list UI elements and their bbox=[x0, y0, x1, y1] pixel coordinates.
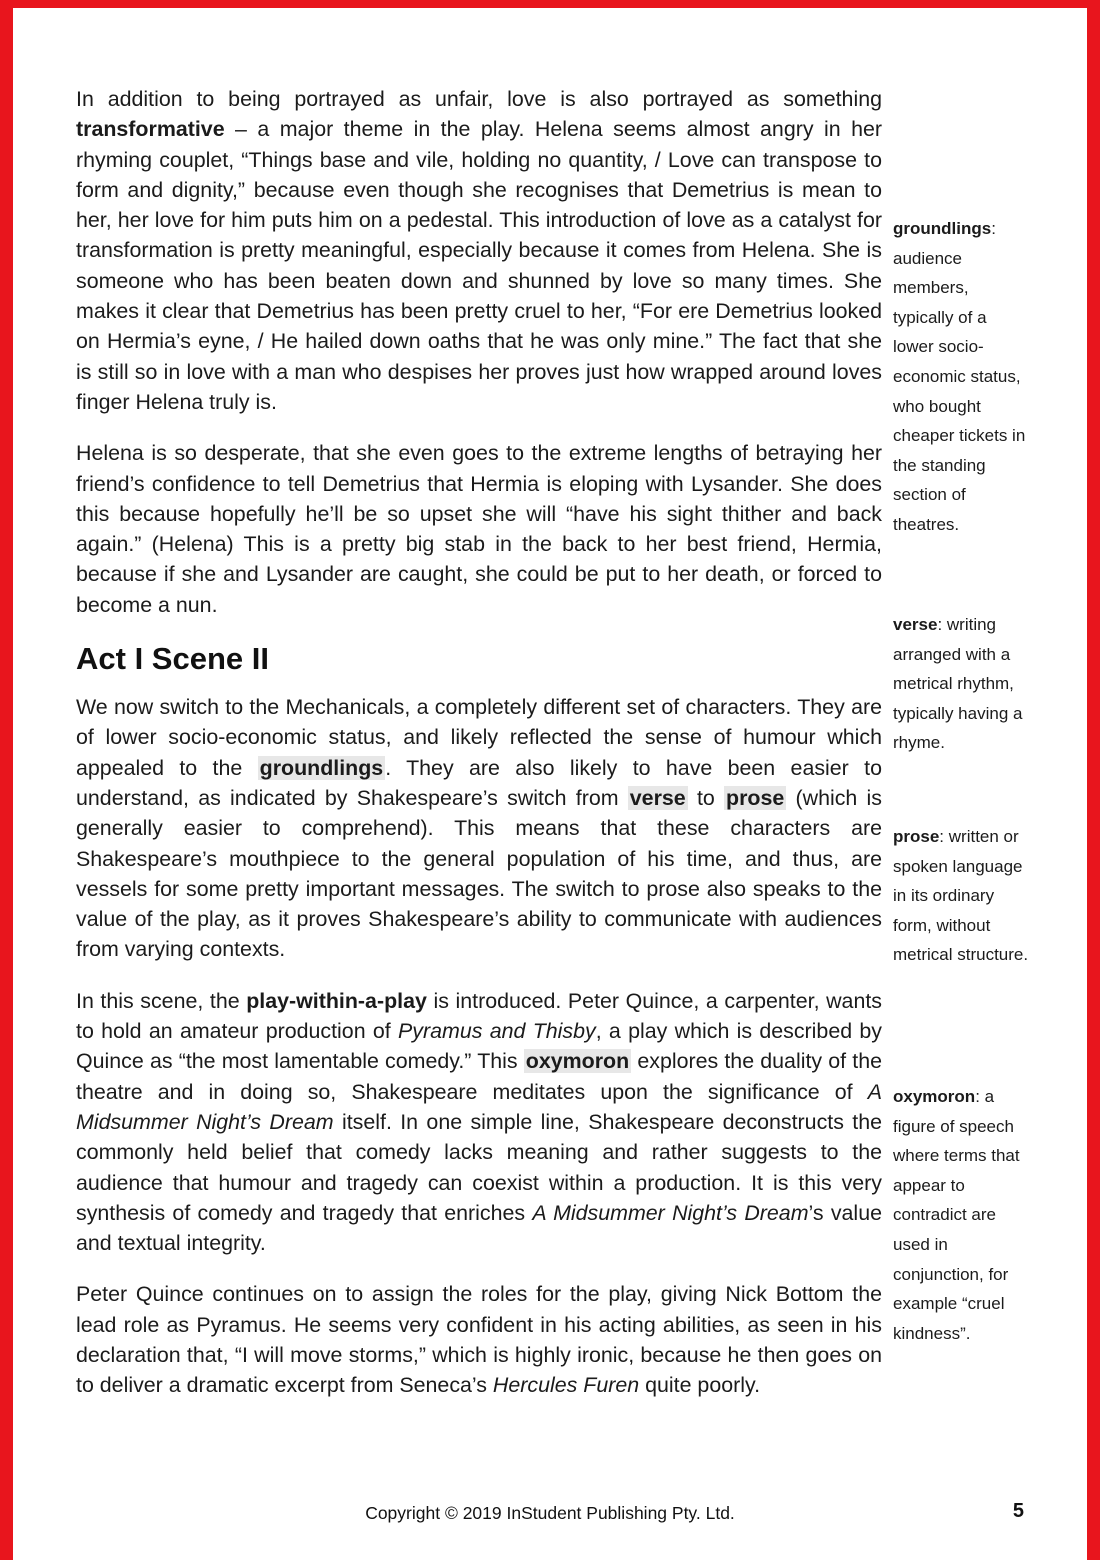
paragraph-peter-quince-roles bbox=[76, 1279, 882, 1400]
margin-note-separator: : bbox=[975, 1087, 985, 1106]
margin-note-definition: a figure of speech where terms that appear to contradict are used in conjunction, for example “cruel kindness”. bbox=[893, 1087, 1020, 1343]
text-segment: , a play which is described by Quince as “the most lamentable comedy.” This bbox=[76, 1019, 882, 1074]
text-segment: is introduced. Peter Quince, a carpenter, wants to hold an amateur production of bbox=[76, 988, 882, 1044]
text-segment: Pyramus and Thisby bbox=[398, 1019, 596, 1044]
page-number: 5 bbox=[1012, 1500, 1024, 1522]
paragraph-mechanicals bbox=[76, 692, 882, 965]
text-segment: transformative bbox=[76, 117, 225, 142]
margin-note-separator: : bbox=[991, 219, 996, 238]
text-segment: A Midsummer Night’s Dream bbox=[532, 1200, 809, 1225]
section-heading: Act I Scene II bbox=[76, 641, 269, 677]
margin-note-groundlings bbox=[893, 214, 1031, 540]
text-segment: In this scene, the bbox=[76, 988, 247, 1013]
text-segment: A Midsummer Night’s Dream bbox=[76, 1079, 882, 1134]
margin-note-definition: writing arranged with a metrical rhythm, typically having a rhyme. bbox=[893, 615, 1023, 753]
text-segment: Hercules Furen bbox=[492, 1373, 640, 1398]
text-segment: quite poorly. bbox=[639, 1373, 761, 1398]
paragraph-helena-desperate bbox=[76, 438, 882, 620]
margin-note-definition: written or spoken language in its ordinary form, without metrical structure. bbox=[893, 827, 1029, 965]
paragraph-love-transformative bbox=[76, 84, 882, 417]
text-segment: to bbox=[687, 785, 725, 810]
margin-note-separator: : bbox=[937, 615, 947, 634]
text-segment: verse bbox=[629, 785, 686, 810]
text-segment: Peter Quince continues on to assign the roles for the play, giving Nick Bottom the lead role as Pyramus. He seems very confident in his acting abilities, as seen in his declaration that, “I will move storms,” which is highly ironic, because he then goes on to deliver a dramatic excerpt from Seneca’s bbox=[76, 1282, 882, 1398]
paragraph-play-within-a-play bbox=[76, 986, 882, 1259]
margin-note-verse bbox=[893, 610, 1031, 758]
text-segment: oxymoron bbox=[525, 1049, 630, 1074]
margin-note-definition: audience members, typically of a lower socio-economic status, who bought cheaper tickets in the standing section of theatres. bbox=[893, 248, 1026, 534]
page-border-left bbox=[0, 0, 13, 1560]
margin-note-term: prose bbox=[893, 827, 940, 846]
text-segment: (which is generally easier to comprehend). This means that these characters are Shakespeare’s mouthpiece to the general population of his time, and thus, are vessels for some pretty important messages. The switch to prose also speaks to the value of the play, as it proves Shakespeare’s ability to communicate with audiences from varying contexts. bbox=[76, 785, 882, 962]
text-segment: itself. In one simple line, Shakespeare deconstructs the commonly held belief that comedy lacks meaning and rather suggests to the audience that humour and tragedy can coexist within a production. It is this very synthesis of comedy and tragedy that enriches bbox=[76, 1109, 882, 1225]
margin-note-oxymoron bbox=[893, 1082, 1031, 1348]
text-segment: Helena is so desperate, that she even goes to the extreme lengths of betraying her friend’s confidence to tell Demetrius that Hermia is eloping with Lysander. She does this because hopefully he’ll be so upset she will “have his sight thither and back again.” (Helena) This is a pretty big stab in the back to her best friend, Hermia, because if she and Lysander are caught, she could be put to her death, or forced to become a nun. bbox=[76, 441, 882, 617]
margin-note-term: verse bbox=[893, 615, 938, 634]
margin-note-separator: : bbox=[939, 827, 949, 846]
page-border-top bbox=[0, 0, 1100, 8]
text-segment: In addition to being portrayed as unfair, love is also portrayed as something bbox=[76, 87, 882, 111]
text-segment: We now switch to the Mechanicals, a completely different set of characters. They are of lower socio-economic status, and likely reflected the sense of humour which appealed to the bbox=[76, 695, 882, 780]
text-segment: prose bbox=[726, 785, 785, 810]
text-segment: play-within-a-play bbox=[246, 988, 427, 1013]
main-text-column bbox=[76, 84, 882, 1422]
margin-note-term: groundlings bbox=[893, 219, 992, 238]
text-segment: explores the duality of the theatre and in doing so, Shakespeare meditates upon the significance of bbox=[76, 1049, 882, 1104]
text-segment: groundlings bbox=[259, 755, 384, 780]
text-segment: ’s value and textual integrity. bbox=[76, 1200, 882, 1256]
copyright-footer: Copyright © 2019 InStudent Publishing Pty. Ltd. bbox=[365, 1503, 735, 1523]
margin-note-term: oxymoron bbox=[893, 1087, 976, 1106]
text-segment: . They are also likely to have been easier to understand, as indicated by Shakespeare’s switch from bbox=[76, 755, 882, 810]
text-segment: – a major theme in the play. Helena seems almost angry in her rhyming couplet, “Things base and vile, holding no quantity, / Love can transpose to form and dignity,” because even though she recognises that Demetrius is mean to her, her love for him puts him on a pedestal. This introduction of love as a catalyst for transformation is pretty meaningful, especially because it comes from Helena. She is someone who has been beaten down and shunned by love so many times. She makes it clear that Demetrius has been pretty cruel to her, “For ere Demetrius looked on Hermia’s eyne, / He hailed down oaths that he was only mine.” The fact that she is still so in love with a man who despises her proves just how wrapped around loves finger Helena truly is. bbox=[76, 117, 882, 414]
page-border-right bbox=[1087, 0, 1100, 1560]
margin-note-prose bbox=[893, 822, 1031, 970]
